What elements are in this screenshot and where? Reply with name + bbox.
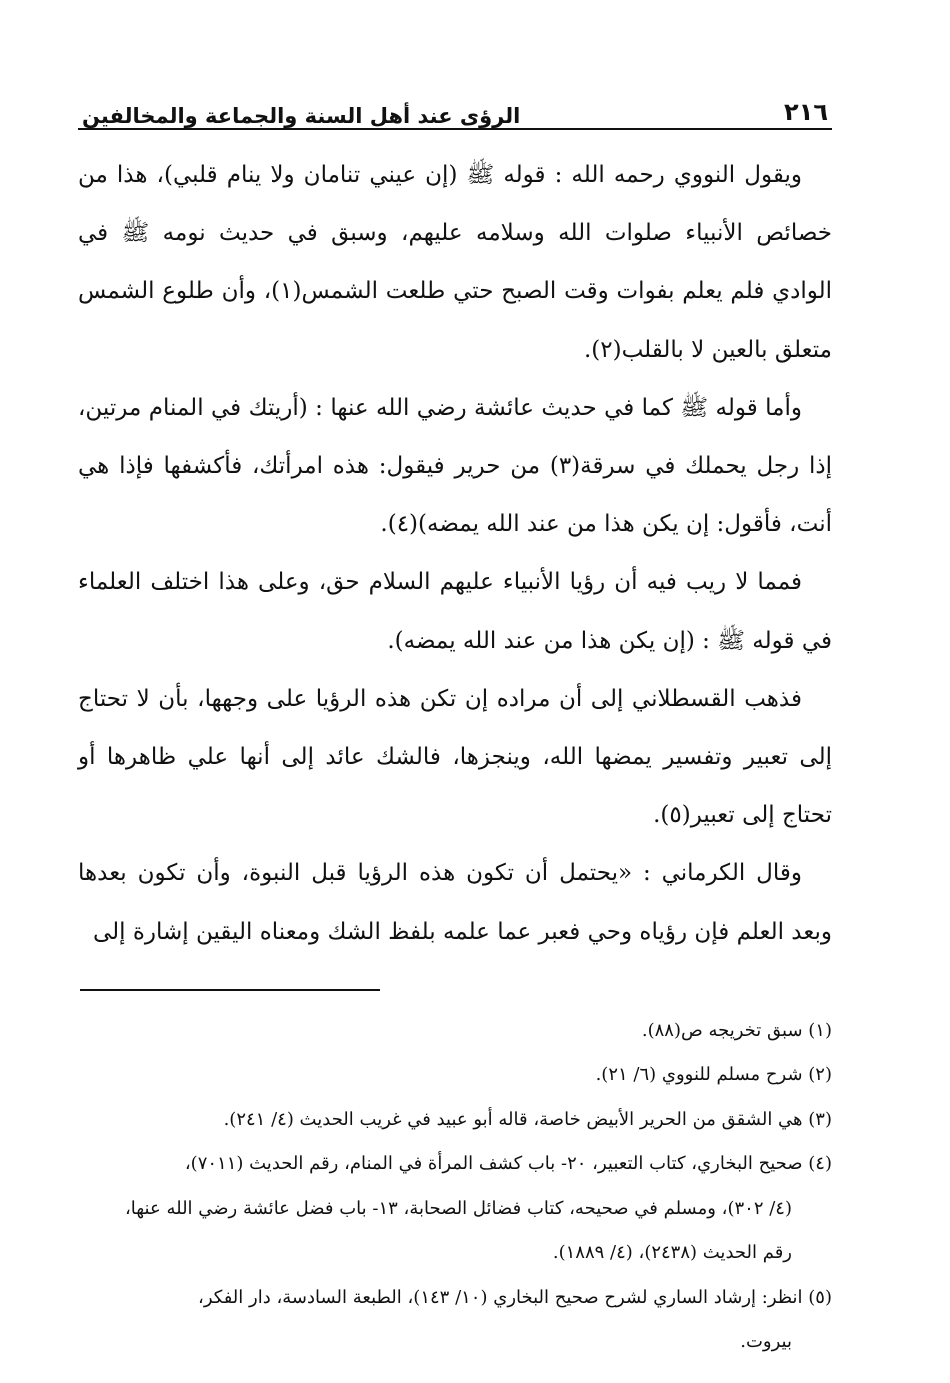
running-title: الرؤى عند أهل السنة والجماعة والمخالفين [82, 104, 521, 128]
footnote: (١) سبق تخريجه ص(٨٨). [641, 1019, 832, 1041]
footnote-continuation: رقم الحديث (٢٤٣٨)، (٤/ ١٨٨٩). [552, 1242, 792, 1264]
footnote-continuation: (٤/ ٣٠٢)، ومسلم في صحيحه، كتاب فضائل الصحابة، ١٣- باب فضل عائشة رضي الله عنها، [124, 1197, 792, 1219]
main-text [78, 146, 832, 961]
running-header [78, 88, 832, 130]
footnote-separator [80, 989, 380, 991]
paragraph: ويقول النووي رحمه الله : قوله ﷺ (إن عيني تنامان ولا ينام قلبي)، هذا من خصائص الأنبياء صلوات الله وسلامه عليهم، وسبق في حديث نومه ﷺ في الوادي فلم يعلم بفوات وقت الصبح حتي طلعت الشمس(١)، وأن طلوع الشمس متعلق بالعين لا بالقلب(٢). [78, 162, 833, 363]
footnote: (٤) صحيح البخاري، كتاب التعبير، ٢٠- باب كشف المرأة في المنام، رقم الحديث (٧٠١١)، [184, 1153, 832, 1175]
paragraph: وقال الكرماني : «يحتمل أن تكون هذه الرؤيا قبل النبوة، وأن تكون بعدها وبعد العلم فإن رؤياه وحي فعبر عما علمه بلفظ الشك ومعناه اليقين إشارة إلى [78, 860, 832, 945]
paragraph: وأما قوله ﷺ كما في حديث عائشة رضي الله عنها : (أريتك في المنام مرتين، إذا رجل يحملك في سرقة(٣) من حرير فيقول: هذه امرأتك، فأكشفها فإذا هي أنت، فأقول: إن يكن هذا من عند الله يمضه)(٤). [78, 394, 832, 538]
footnote: (٥) انظر: إرشاد الساري لشرح صحيح البخاري (١٠/ ١٤٣)، الطبعة السادسة، دار الفكر، [198, 1286, 832, 1308]
footnote: (٢) شرح مسلم للنووي (٦/ ٢١). [595, 1064, 832, 1086]
book-page [78, 88, 832, 1365]
footnotes [78, 1009, 832, 1365]
footnote-continuation: بيروت. [740, 1331, 792, 1353]
paragraph: فذهب القسطلاني إلى أن مراده إن تكن هذه الرؤيا على وجهها، بأن لا تحتاج إلى تعبير وتفسير يمضها الله، وينجزها، فالشك عائد إلى أنها علي ظاهرها أو تحتاج إلى تعبير(٥). [78, 685, 832, 829]
paragraph: فمما لا ريب فيه أن رؤيا الأنبياء عليهم السلام حق، وعلى هذا اختلف العلماء في قوله ﷺ : (إن يكن هذا من عند الله يمضه). [78, 569, 832, 654]
footnote: (٣) هي الشقق من الحرير الأبيض خاصة، قاله أبو عبيد في غريب الحديث (٤/ ٢٤١). [223, 1108, 832, 1130]
page-number: ٢١٦ [784, 98, 828, 126]
